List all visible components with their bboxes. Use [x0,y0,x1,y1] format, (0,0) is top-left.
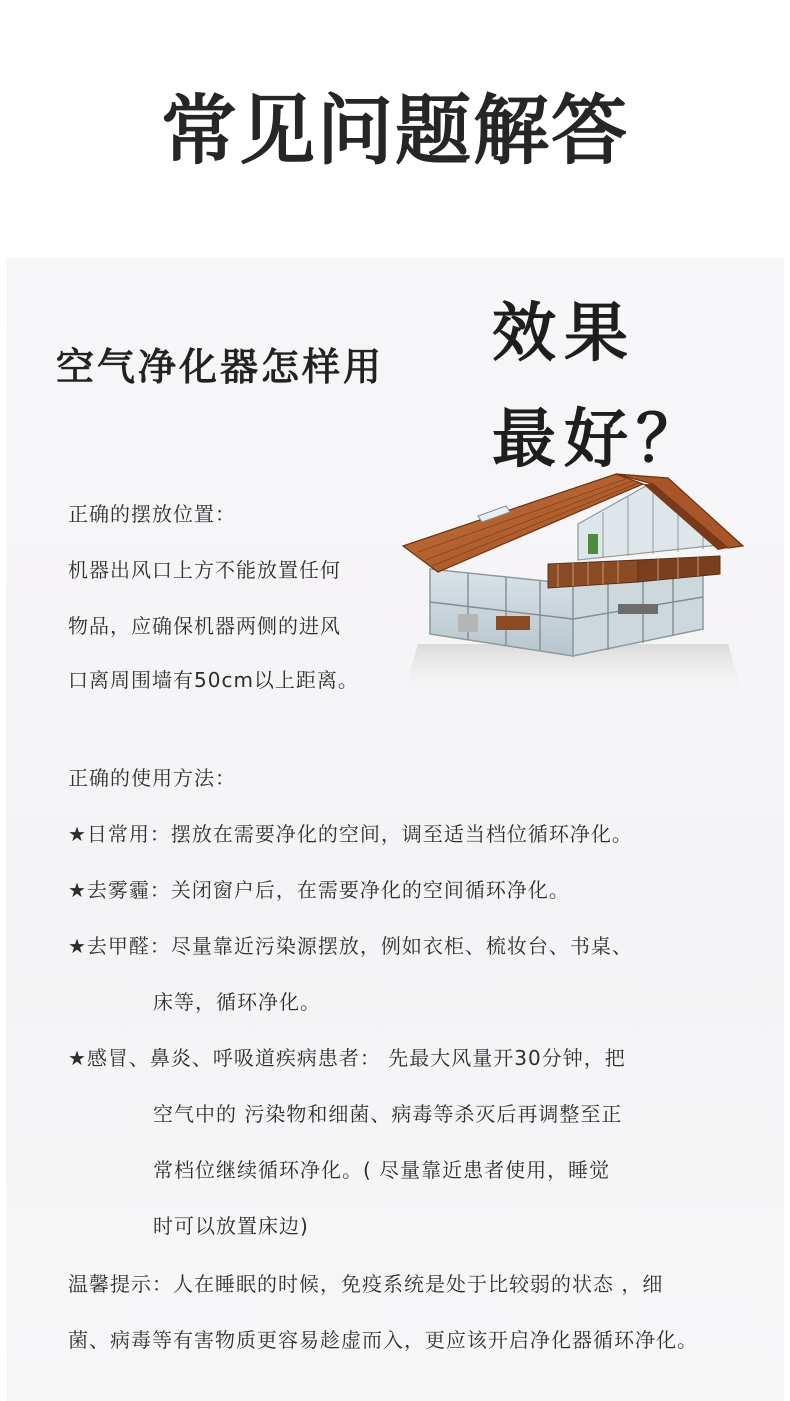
usage-item-patients-cont-1: 空气中的 污染物和细菌、病毒等杀灭后再调整至正 [153,1102,623,1126]
page-header-title: 常见问题解答 [161,86,629,175]
tip-line-1: 温馨提示：人在睡眠的时候，免疫系统是处于比较弱的状态 ，细 [68,1272,664,1296]
usage-item-patients-cont-2: 常档位继续循环净化。( 尽量靠近患者使用，睡觉 [153,1158,611,1182]
house-illustration [398,464,748,696]
usage-heading: 正确的使用方法： [68,766,236,790]
usage-item-patients: ★感冒、鼻炎、呼吸道疾病患者： 先最大风量开30分钟，把 [68,1046,626,1070]
usage-item-daily: ★日常用：摆放在需要净化的空间，调至适当档位循环净化。 [68,822,633,846]
placement-line-2: 物品，应确保机器两侧的进风 [68,614,341,638]
question-line-1: 效果 [492,297,636,371]
placement-line-1: 机器出风口上方不能放置任何 [68,558,341,582]
usage-item-patients-cont-3: 时可以放置床边) [153,1214,309,1238]
usage-item-haze: ★去雾霾：关闭窗户后，在需要净化的空间循环净化。 [68,878,570,902]
usage-item-formaldehyde-cont: 床等，循环净化。 [153,990,321,1014]
question-line-2: 最好？ [492,403,708,477]
placement-line-3: 口离周围墙有50cm以上距离。 [68,668,359,692]
placement-heading: 正确的摆放位置： [68,502,236,526]
subtitle: 空气净化器怎样用 [56,345,385,389]
usage-item-formaldehyde: ★去甲醛：尽量靠近污染源摆放，例如衣柜、梳妆台、书桌、 [68,934,633,958]
tip-line-2: 菌、病毒等有害物质更容易趁虚而入，更应该开启净化器循环净化。 [68,1328,698,1352]
